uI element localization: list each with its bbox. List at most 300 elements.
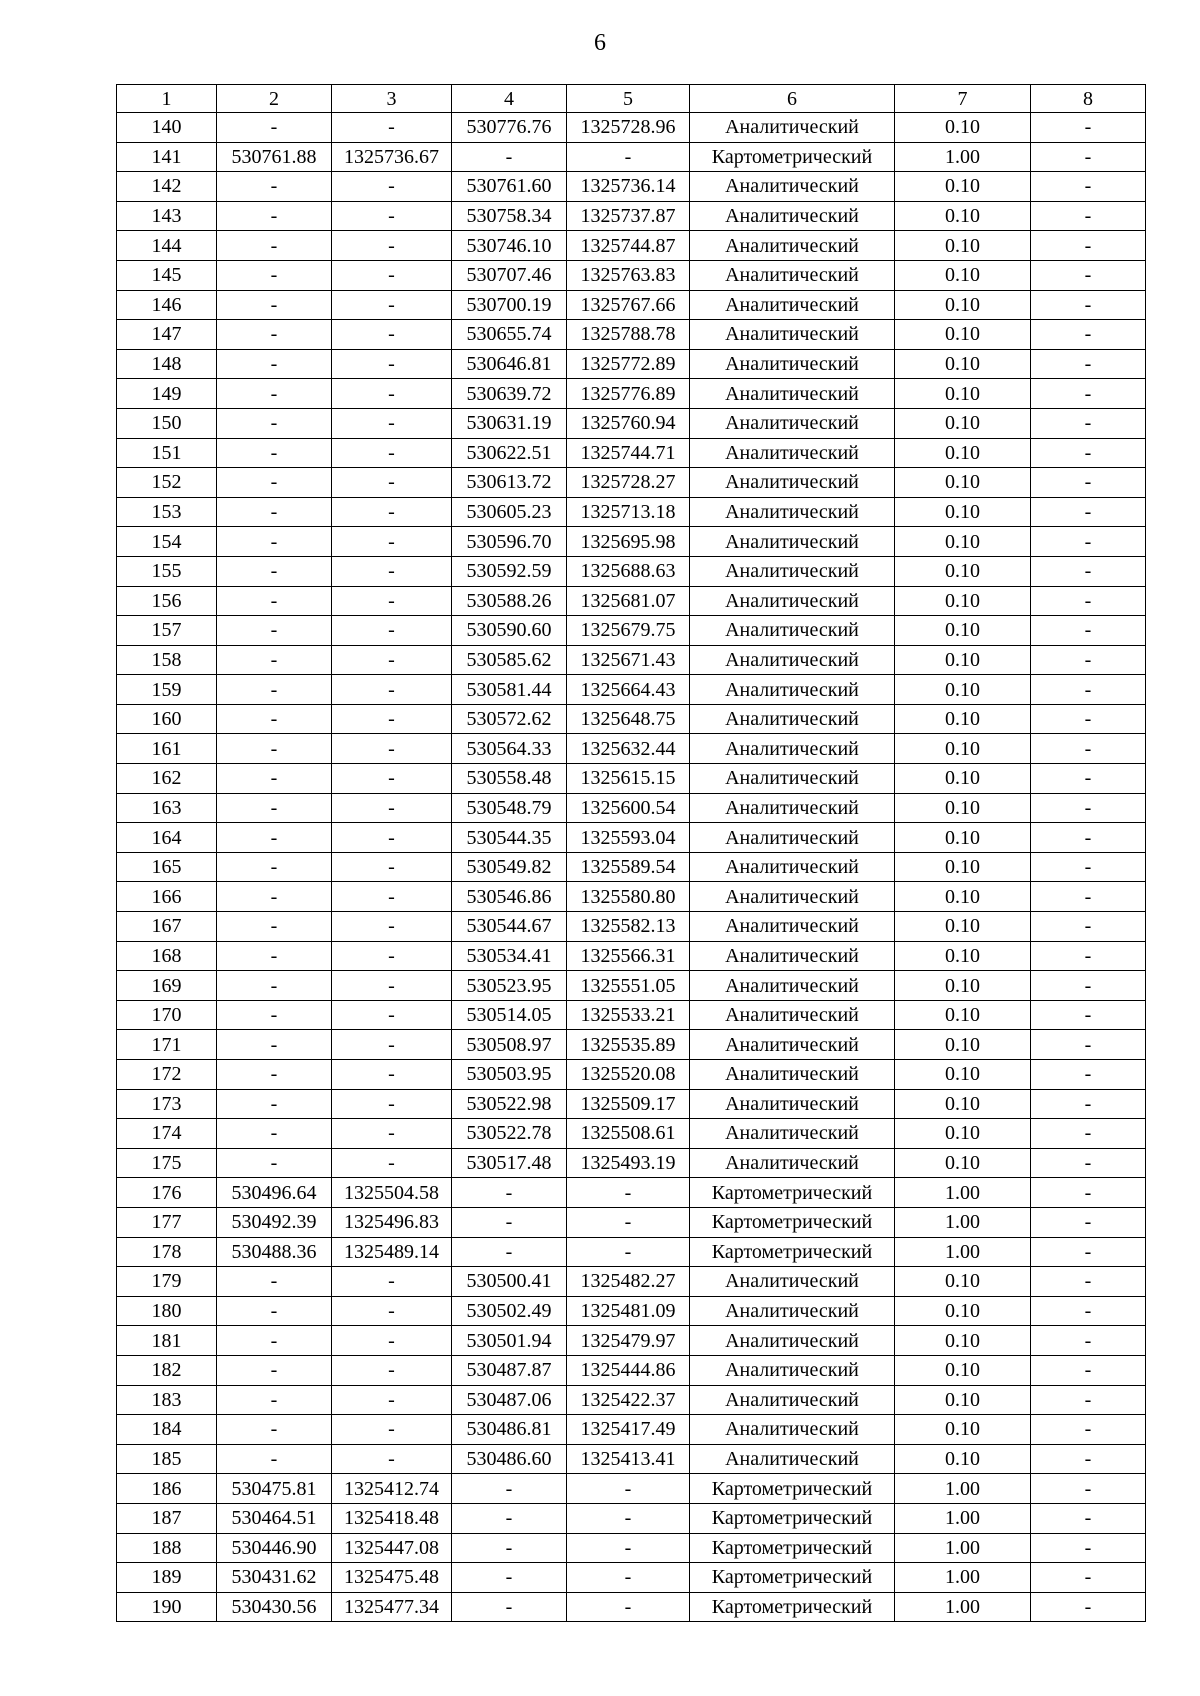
point-number-cell: 146	[117, 290, 217, 320]
column-header: 6	[690, 85, 895, 113]
x-coordinate-cell: 530605.23	[452, 497, 567, 527]
note-cell: -	[1031, 1000, 1146, 1030]
table-row	[117, 201, 1146, 231]
y-coordinate-cell: -	[332, 764, 452, 794]
x-coordinate-cell: 530592.59	[452, 556, 567, 586]
accuracy-cell: 0.10	[895, 172, 1031, 202]
table-row	[117, 468, 1146, 498]
accuracy-cell: 0.10	[895, 823, 1031, 853]
accuracy-cell: 0.10	[895, 231, 1031, 261]
table-row	[117, 438, 1146, 468]
y-coordinate-cell: -	[332, 971, 452, 1001]
y-coordinate-cell: 1325736.14	[567, 172, 690, 202]
method-cell: Аналитический	[690, 556, 895, 586]
accuracy-cell: 0.10	[895, 704, 1031, 734]
x-coordinate-cell: 530655.74	[452, 320, 567, 350]
x-coordinate-cell: 530585.62	[452, 645, 567, 675]
note-cell: -	[1031, 408, 1146, 438]
x-coordinate-cell: 530502.49	[452, 1296, 567, 1326]
x-coordinate-cell: -	[217, 675, 332, 705]
y-coordinate-cell: -	[332, 349, 452, 379]
note-cell: -	[1031, 941, 1146, 971]
point-number-cell: 144	[117, 231, 217, 261]
accuracy-cell: 0.10	[895, 468, 1031, 498]
column-header: 5	[567, 85, 690, 113]
y-coordinate-cell: -	[567, 1592, 690, 1622]
table-row	[117, 1355, 1146, 1385]
note-cell: -	[1031, 1296, 1146, 1326]
x-coordinate-cell: -	[217, 290, 332, 320]
accuracy-cell: 0.10	[895, 912, 1031, 942]
point-number-cell: 156	[117, 586, 217, 616]
accuracy-cell: 0.10	[895, 734, 1031, 764]
point-number-cell: 163	[117, 793, 217, 823]
note-cell: -	[1031, 1089, 1146, 1119]
note-cell: -	[1031, 1563, 1146, 1593]
x-coordinate-cell: 530700.19	[452, 290, 567, 320]
point-number-cell: 149	[117, 379, 217, 409]
point-number-cell: 168	[117, 941, 217, 971]
x-coordinate-cell: 530564.33	[452, 734, 567, 764]
table-row	[117, 1592, 1146, 1622]
x-coordinate-cell: -	[217, 231, 332, 261]
table-row	[117, 497, 1146, 527]
x-coordinate-cell: 530488.36	[217, 1237, 332, 1267]
table-row	[117, 1148, 1146, 1178]
note-cell: -	[1031, 645, 1146, 675]
y-coordinate-cell: 1325776.89	[567, 379, 690, 409]
method-cell: Аналитический	[690, 764, 895, 794]
method-cell: Аналитический	[690, 1355, 895, 1385]
point-number-cell: 155	[117, 556, 217, 586]
x-coordinate-cell: -	[217, 379, 332, 409]
note-cell: -	[1031, 320, 1146, 350]
x-coordinate-cell: 530492.39	[217, 1207, 332, 1237]
x-coordinate-cell: -	[217, 497, 332, 527]
method-cell: Аналитический	[690, 1326, 895, 1356]
y-coordinate-cell: 1325447.08	[332, 1533, 452, 1563]
x-coordinate-cell: -	[217, 764, 332, 794]
accuracy-cell: 0.10	[895, 1355, 1031, 1385]
y-coordinate-cell: 1325479.97	[567, 1326, 690, 1356]
accuracy-cell: 0.10	[895, 645, 1031, 675]
x-coordinate-cell: -	[217, 468, 332, 498]
header-row	[117, 85, 1146, 113]
table-row	[117, 349, 1146, 379]
method-cell: Аналитический	[690, 852, 895, 882]
y-coordinate-cell: 1325417.49	[567, 1415, 690, 1445]
point-number-cell: 181	[117, 1326, 217, 1356]
x-coordinate-cell: -	[217, 1444, 332, 1474]
method-cell: Аналитический	[690, 586, 895, 616]
column-header: 3	[332, 85, 452, 113]
table-row	[117, 1533, 1146, 1563]
y-coordinate-cell: 1325736.67	[332, 142, 452, 172]
y-coordinate-cell: -	[332, 231, 452, 261]
table-row	[117, 645, 1146, 675]
x-coordinate-cell: -	[217, 1326, 332, 1356]
point-number-cell: 159	[117, 675, 217, 705]
y-coordinate-cell: -	[332, 616, 452, 646]
note-cell: -	[1031, 704, 1146, 734]
accuracy-cell: 0.10	[895, 1444, 1031, 1474]
accuracy-cell: 0.10	[895, 616, 1031, 646]
y-coordinate-cell: -	[332, 1296, 452, 1326]
y-coordinate-cell: -	[332, 379, 452, 409]
x-coordinate-cell: 530596.70	[452, 527, 567, 557]
y-coordinate-cell: 1325504.58	[332, 1178, 452, 1208]
note-cell: -	[1031, 734, 1146, 764]
x-coordinate-cell: 530776.76	[452, 113, 567, 143]
y-coordinate-cell: 1325713.18	[567, 497, 690, 527]
y-coordinate-cell: 1325412.74	[332, 1474, 452, 1504]
y-coordinate-cell: -	[332, 1385, 452, 1415]
x-coordinate-cell: 530464.51	[217, 1503, 332, 1533]
method-cell: Аналитический	[690, 468, 895, 498]
x-coordinate-cell: 530446.90	[217, 1533, 332, 1563]
table-row	[117, 793, 1146, 823]
note-cell: -	[1031, 349, 1146, 379]
point-number-cell: 186	[117, 1474, 217, 1504]
x-coordinate-cell: -	[217, 1030, 332, 1060]
point-number-cell: 189	[117, 1563, 217, 1593]
accuracy-cell: 1.00	[895, 1533, 1031, 1563]
point-number-cell: 188	[117, 1533, 217, 1563]
table-row	[117, 142, 1146, 172]
x-coordinate-cell: 530496.64	[217, 1178, 332, 1208]
x-coordinate-cell: 530487.06	[452, 1385, 567, 1415]
accuracy-cell: 0.10	[895, 586, 1031, 616]
accuracy-cell: 0.10	[895, 556, 1031, 586]
point-number-cell: 147	[117, 320, 217, 350]
x-coordinate-cell: -	[217, 971, 332, 1001]
point-number-cell: 177	[117, 1207, 217, 1237]
y-coordinate-cell: 1325788.78	[567, 320, 690, 350]
x-coordinate-cell: -	[217, 408, 332, 438]
method-cell: Аналитический	[690, 1385, 895, 1415]
table-row	[117, 586, 1146, 616]
table-row	[117, 941, 1146, 971]
method-cell: Аналитический	[690, 1296, 895, 1326]
x-coordinate-cell: 530613.72	[452, 468, 567, 498]
x-coordinate-cell: 530475.81	[217, 1474, 332, 1504]
method-cell: Аналитический	[690, 260, 895, 290]
x-coordinate-cell: -	[217, 704, 332, 734]
y-coordinate-cell: -	[332, 1267, 452, 1297]
x-coordinate-cell: 530639.72	[452, 379, 567, 409]
x-coordinate-cell: -	[217, 1060, 332, 1090]
method-cell: Картометрический	[690, 1592, 895, 1622]
x-coordinate-cell: 530746.10	[452, 231, 567, 261]
y-coordinate-cell: 1325589.54	[567, 852, 690, 882]
y-coordinate-cell: 1325679.75	[567, 616, 690, 646]
accuracy-cell: 1.00	[895, 1178, 1031, 1208]
note-cell: -	[1031, 675, 1146, 705]
table-row	[117, 1207, 1146, 1237]
y-coordinate-cell: -	[332, 645, 452, 675]
accuracy-cell: 0.10	[895, 1267, 1031, 1297]
accuracy-cell: 1.00	[895, 1592, 1031, 1622]
table-row	[117, 852, 1146, 882]
method-cell: Аналитический	[690, 971, 895, 1001]
note-cell: -	[1031, 142, 1146, 172]
point-number-cell: 150	[117, 408, 217, 438]
y-coordinate-cell: 1325728.96	[567, 113, 690, 143]
y-coordinate-cell: -	[332, 1119, 452, 1149]
accuracy-cell: 0.10	[895, 260, 1031, 290]
point-number-cell: 151	[117, 438, 217, 468]
note-cell: -	[1031, 1119, 1146, 1149]
y-coordinate-cell: 1325566.31	[567, 941, 690, 971]
method-cell: Аналитический	[690, 882, 895, 912]
y-coordinate-cell: 1325535.89	[567, 1030, 690, 1060]
x-coordinate-cell: 530646.81	[452, 349, 567, 379]
x-coordinate-cell: -	[452, 1503, 567, 1533]
x-coordinate-cell: -	[217, 793, 332, 823]
y-coordinate-cell: 1325418.48	[332, 1503, 452, 1533]
table-row	[117, 1060, 1146, 1090]
x-coordinate-cell: 530523.95	[452, 971, 567, 1001]
x-coordinate-cell: -	[452, 1533, 567, 1563]
point-number-cell: 167	[117, 912, 217, 942]
y-coordinate-cell: -	[332, 1030, 452, 1060]
method-cell: Аналитический	[690, 704, 895, 734]
note-cell: -	[1031, 201, 1146, 231]
table-row	[117, 1444, 1146, 1474]
table-row	[117, 1089, 1146, 1119]
y-coordinate-cell: 1325760.94	[567, 408, 690, 438]
x-coordinate-cell: 530534.41	[452, 941, 567, 971]
accuracy-cell: 0.10	[895, 1148, 1031, 1178]
point-number-cell: 179	[117, 1267, 217, 1297]
table-row	[117, 1415, 1146, 1445]
accuracy-cell: 0.10	[895, 320, 1031, 350]
column-header: 2	[217, 85, 332, 113]
note-cell: -	[1031, 823, 1146, 853]
y-coordinate-cell: -	[332, 1444, 452, 1474]
point-number-cell: 142	[117, 172, 217, 202]
y-coordinate-cell: -	[332, 675, 452, 705]
y-coordinate-cell: 1325772.89	[567, 349, 690, 379]
point-number-cell: 176	[117, 1178, 217, 1208]
y-coordinate-cell: 1325493.19	[567, 1148, 690, 1178]
y-coordinate-cell: -	[332, 438, 452, 468]
point-number-cell: 161	[117, 734, 217, 764]
method-cell: Аналитический	[690, 1000, 895, 1030]
accuracy-cell: 0.10	[895, 793, 1031, 823]
table-body	[117, 113, 1146, 1622]
point-number-cell: 182	[117, 1355, 217, 1385]
note-cell: -	[1031, 1385, 1146, 1415]
accuracy-cell: 0.10	[895, 408, 1031, 438]
y-coordinate-cell: -	[332, 941, 452, 971]
x-coordinate-cell: -	[217, 616, 332, 646]
method-cell: Аналитический	[690, 231, 895, 261]
method-cell: Аналитический	[690, 1030, 895, 1060]
method-cell: Аналитический	[690, 734, 895, 764]
table-row	[117, 675, 1146, 705]
x-coordinate-cell: 530501.94	[452, 1326, 567, 1356]
method-cell: Аналитический	[690, 823, 895, 853]
point-number-cell: 172	[117, 1060, 217, 1090]
x-coordinate-cell: 530549.82	[452, 852, 567, 882]
table-row	[117, 408, 1146, 438]
x-coordinate-cell: 530431.62	[217, 1563, 332, 1593]
method-cell: Аналитический	[690, 1415, 895, 1445]
note-cell: -	[1031, 556, 1146, 586]
x-coordinate-cell: 530517.48	[452, 1148, 567, 1178]
note-cell: -	[1031, 438, 1146, 468]
x-coordinate-cell: -	[217, 201, 332, 231]
x-coordinate-cell: -	[452, 1237, 567, 1267]
point-number-cell: 175	[117, 1148, 217, 1178]
point-number-cell: 190	[117, 1592, 217, 1622]
x-coordinate-cell: 530581.44	[452, 675, 567, 705]
method-cell: Картометрический	[690, 1503, 895, 1533]
point-number-cell: 148	[117, 349, 217, 379]
x-coordinate-cell: -	[452, 1474, 567, 1504]
point-number-cell: 164	[117, 823, 217, 853]
accuracy-cell: 0.10	[895, 113, 1031, 143]
note-cell: -	[1031, 1148, 1146, 1178]
method-cell: Аналитический	[690, 1444, 895, 1474]
note-cell: -	[1031, 379, 1146, 409]
table-row	[117, 823, 1146, 853]
y-coordinate-cell: -	[332, 882, 452, 912]
table-row	[117, 704, 1146, 734]
x-coordinate-cell: -	[217, 113, 332, 143]
point-number-cell: 178	[117, 1237, 217, 1267]
x-coordinate-cell: -	[452, 142, 567, 172]
accuracy-cell: 0.10	[895, 675, 1031, 705]
note-cell: -	[1031, 1326, 1146, 1356]
x-coordinate-cell: 530522.98	[452, 1089, 567, 1119]
y-coordinate-cell: 1325496.83	[332, 1207, 452, 1237]
x-coordinate-cell: 530503.95	[452, 1060, 567, 1090]
y-coordinate-cell: 1325593.04	[567, 823, 690, 853]
method-cell: Аналитический	[690, 320, 895, 350]
accuracy-cell: 1.00	[895, 1503, 1031, 1533]
accuracy-cell: 0.10	[895, 1060, 1031, 1090]
x-coordinate-cell: -	[217, 586, 332, 616]
method-cell: Аналитический	[690, 290, 895, 320]
note-cell: -	[1031, 1503, 1146, 1533]
y-coordinate-cell: -	[332, 497, 452, 527]
method-cell: Аналитический	[690, 1267, 895, 1297]
x-coordinate-cell: -	[217, 349, 332, 379]
accuracy-cell: 0.10	[895, 1415, 1031, 1445]
table-row	[117, 1119, 1146, 1149]
x-coordinate-cell: 530508.97	[452, 1030, 567, 1060]
method-cell: Картометрический	[690, 1563, 895, 1593]
y-coordinate-cell: 1325744.71	[567, 438, 690, 468]
column-header: 4	[452, 85, 567, 113]
x-coordinate-cell: 530761.60	[452, 172, 567, 202]
note-cell: -	[1031, 764, 1146, 794]
note-cell: -	[1031, 793, 1146, 823]
method-cell: Аналитический	[690, 113, 895, 143]
table-row	[117, 1030, 1146, 1060]
y-coordinate-cell: 1325681.07	[567, 586, 690, 616]
point-number-cell: 154	[117, 527, 217, 557]
coordinates-table	[116, 84, 1146, 1622]
table-row	[117, 734, 1146, 764]
point-number-cell: 158	[117, 645, 217, 675]
x-coordinate-cell: 530622.51	[452, 438, 567, 468]
method-cell: Аналитический	[690, 675, 895, 705]
note-cell: -	[1031, 113, 1146, 143]
table-row	[117, 260, 1146, 290]
method-cell: Аналитический	[690, 201, 895, 231]
y-coordinate-cell: -	[332, 823, 452, 853]
point-number-cell: 174	[117, 1119, 217, 1149]
x-coordinate-cell: -	[217, 438, 332, 468]
point-number-cell: 180	[117, 1296, 217, 1326]
y-coordinate-cell: -	[567, 1533, 690, 1563]
note-cell: -	[1031, 1178, 1146, 1208]
point-number-cell: 145	[117, 260, 217, 290]
y-coordinate-cell: 1325444.86	[567, 1355, 690, 1385]
table-row	[117, 912, 1146, 942]
x-coordinate-cell: 530558.48	[452, 764, 567, 794]
x-coordinate-cell: -	[217, 852, 332, 882]
accuracy-cell: 1.00	[895, 1207, 1031, 1237]
accuracy-cell: 1.00	[895, 1474, 1031, 1504]
accuracy-cell: 0.10	[895, 379, 1031, 409]
note-cell: -	[1031, 290, 1146, 320]
x-coordinate-cell: -	[452, 1178, 567, 1208]
y-coordinate-cell: 1325671.43	[567, 645, 690, 675]
accuracy-cell: 0.10	[895, 438, 1031, 468]
note-cell: -	[1031, 1444, 1146, 1474]
accuracy-cell: 0.10	[895, 527, 1031, 557]
x-coordinate-cell: 530430.56	[217, 1592, 332, 1622]
method-cell: Аналитический	[690, 379, 895, 409]
x-coordinate-cell: 530707.46	[452, 260, 567, 290]
y-coordinate-cell: -	[567, 1474, 690, 1504]
note-cell: -	[1031, 1267, 1146, 1297]
y-coordinate-cell: -	[567, 1563, 690, 1593]
x-coordinate-cell: -	[217, 1089, 332, 1119]
method-cell: Аналитический	[690, 172, 895, 202]
point-number-cell: 160	[117, 704, 217, 734]
x-coordinate-cell: -	[217, 527, 332, 557]
x-coordinate-cell: -	[452, 1207, 567, 1237]
y-coordinate-cell: 1325688.63	[567, 556, 690, 586]
accuracy-cell: 0.10	[895, 1089, 1031, 1119]
y-coordinate-cell: 1325482.27	[567, 1267, 690, 1297]
y-coordinate-cell: -	[332, 527, 452, 557]
accuracy-cell: 1.00	[895, 1237, 1031, 1267]
y-coordinate-cell: -	[567, 1237, 690, 1267]
table-row	[117, 1326, 1146, 1356]
x-coordinate-cell: -	[217, 823, 332, 853]
y-coordinate-cell: 1325481.09	[567, 1296, 690, 1326]
y-coordinate-cell: 1325632.44	[567, 734, 690, 764]
point-number-cell: 140	[117, 113, 217, 143]
point-number-cell: 184	[117, 1415, 217, 1445]
y-coordinate-cell: 1325728.27	[567, 468, 690, 498]
method-cell: Аналитический	[690, 912, 895, 942]
y-coordinate-cell: 1325580.80	[567, 882, 690, 912]
point-number-cell: 157	[117, 616, 217, 646]
y-coordinate-cell: -	[567, 1503, 690, 1533]
y-coordinate-cell: 1325763.83	[567, 260, 690, 290]
y-coordinate-cell: -	[332, 556, 452, 586]
note-cell: -	[1031, 1060, 1146, 1090]
x-coordinate-cell: 530544.67	[452, 912, 567, 942]
table-row	[117, 113, 1146, 143]
